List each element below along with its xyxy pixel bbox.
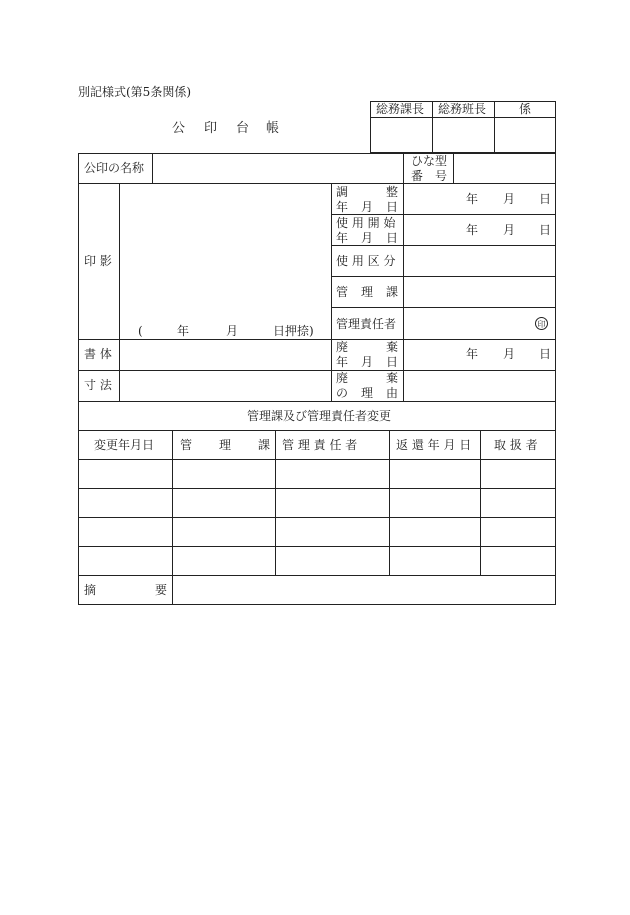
- adjust-date-month: 月: [503, 192, 516, 206]
- disposal-reason-label-4: 理: [361, 386, 374, 400]
- adjust-label-day: 日: [386, 200, 399, 214]
- disposal-label-year: 年: [336, 355, 349, 369]
- col-line-change-2: [275, 430, 276, 575]
- adjust-label-1: 調: [336, 185, 349, 199]
- seal-name-label: 公印の名称: [84, 161, 145, 175]
- approval-stamp-leader[interactable]: [433, 118, 494, 152]
- adjust-date-day: 日: [539, 192, 552, 206]
- stamp-date-open: (: [138, 324, 143, 338]
- adjust-label-year: 年: [336, 200, 349, 214]
- row-line-change-3: [78, 546, 556, 547]
- row-line-change-2: [78, 517, 556, 518]
- disposal-reason-label-1: 廃: [336, 371, 349, 385]
- seal-name-field[interactable]: [153, 154, 403, 183]
- disposal-date-year: 年: [466, 347, 479, 361]
- disposal-label-1: 廃: [336, 340, 349, 354]
- disposal-reason-field[interactable]: [404, 371, 555, 401]
- approval-header-staff: 係: [519, 102, 532, 116]
- approval-stamp-chief[interactable]: [371, 118, 432, 152]
- row-line-size: [78, 401, 556, 402]
- mgmt-person-field[interactable]: [404, 308, 529, 339]
- change-header-date: 変更年月日: [94, 438, 155, 452]
- approval-header-chief: 総務課長: [376, 102, 425, 116]
- stamp-date-month: 月: [226, 324, 239, 338]
- change-header-return: 返 還 年 月 日: [396, 438, 472, 452]
- disposal-label-2: 棄: [386, 340, 399, 354]
- use-start-label-day: 日: [386, 231, 399, 245]
- mgmt-section-label-2: 理: [361, 285, 374, 299]
- disposal-label-day: 日: [386, 355, 399, 369]
- mgmt-section-label-3: 課: [386, 285, 399, 299]
- adjust-label-month: 月: [361, 200, 374, 214]
- row-line-adjust: [331, 214, 556, 215]
- change-header-person: 管 理 責 任 者: [282, 438, 358, 452]
- title-char-4: 帳: [266, 121, 280, 136]
- change-header-section-1: 管: [180, 438, 193, 452]
- disposal-reason-label-5: 由: [386, 386, 399, 400]
- disposal-date-month: 月: [503, 347, 516, 361]
- stamp-date-day: 日押捺): [273, 324, 314, 338]
- use-class-label: 使 用 区 分: [336, 254, 396, 268]
- disposal-label-month: 月: [361, 355, 374, 369]
- title-char-3: 台: [236, 121, 250, 136]
- mgmt-section-field[interactable]: [404, 277, 555, 307]
- change-section-title: 管理課及び管理責任者変更: [247, 409, 392, 423]
- hina-number-field[interactable]: [454, 154, 555, 183]
- typeface-field[interactable]: [120, 340, 331, 370]
- row-line-change-header: [78, 459, 556, 460]
- remarks-label-2: 要: [155, 583, 168, 597]
- mgmt-section-label-1: 管: [336, 285, 349, 299]
- size-field[interactable]: [120, 371, 331, 401]
- disposal-reason-label-3: の: [336, 386, 349, 400]
- disposal-date-day: 日: [539, 347, 552, 361]
- seal-mark-icon: 印: [535, 317, 548, 330]
- adjust-date-year: 年: [466, 192, 479, 206]
- stamp-date-year: 年: [177, 324, 190, 338]
- row-line-change-title: [78, 430, 556, 431]
- hina-label-line2: 番 号: [411, 169, 448, 183]
- change-header-handler: 取 扱 者: [494, 438, 538, 452]
- col-line-change-4: [480, 430, 481, 575]
- use-start-label: 使 用 開 始: [336, 216, 396, 230]
- approval-stamp-staff[interactable]: [495, 118, 555, 152]
- use-start-label-year: 年: [336, 231, 349, 245]
- change-header-section-3: 課: [258, 438, 271, 452]
- adjust-label-2: 整: [386, 185, 399, 199]
- mgmt-person-label: 管理責任者: [336, 317, 397, 331]
- remarks-field[interactable]: [173, 576, 555, 604]
- use-class-field[interactable]: [404, 246, 555, 276]
- col-line-hina-left: [403, 153, 404, 183]
- use-start-date-year: 年: [466, 223, 479, 237]
- change-header-section-2: 理: [219, 438, 232, 452]
- col-line-change-3: [389, 430, 390, 575]
- form-caption: 別記様式(第5条関係): [78, 85, 191, 99]
- use-start-date-day: 日: [539, 223, 552, 237]
- size-label: 寸 法: [84, 378, 112, 392]
- title-char-1: 公: [172, 121, 186, 136]
- seal-impression-label: 印 影: [84, 254, 112, 268]
- hina-label-line1: ひな型: [411, 154, 448, 168]
- remarks-label-1: 摘: [84, 583, 97, 597]
- use-start-label-month: 月: [361, 231, 374, 245]
- title-char-2: 印: [204, 121, 218, 136]
- col-line-right-labels: [331, 183, 332, 401]
- approval-header-leader: 総務班長: [438, 102, 487, 116]
- typeface-label: 書 体: [84, 347, 112, 361]
- row-line-change-1: [78, 488, 556, 489]
- use-start-date-month: 月: [503, 223, 516, 237]
- seal-impression-area[interactable]: [120, 184, 331, 319]
- disposal-reason-label-2: 棄: [386, 371, 399, 385]
